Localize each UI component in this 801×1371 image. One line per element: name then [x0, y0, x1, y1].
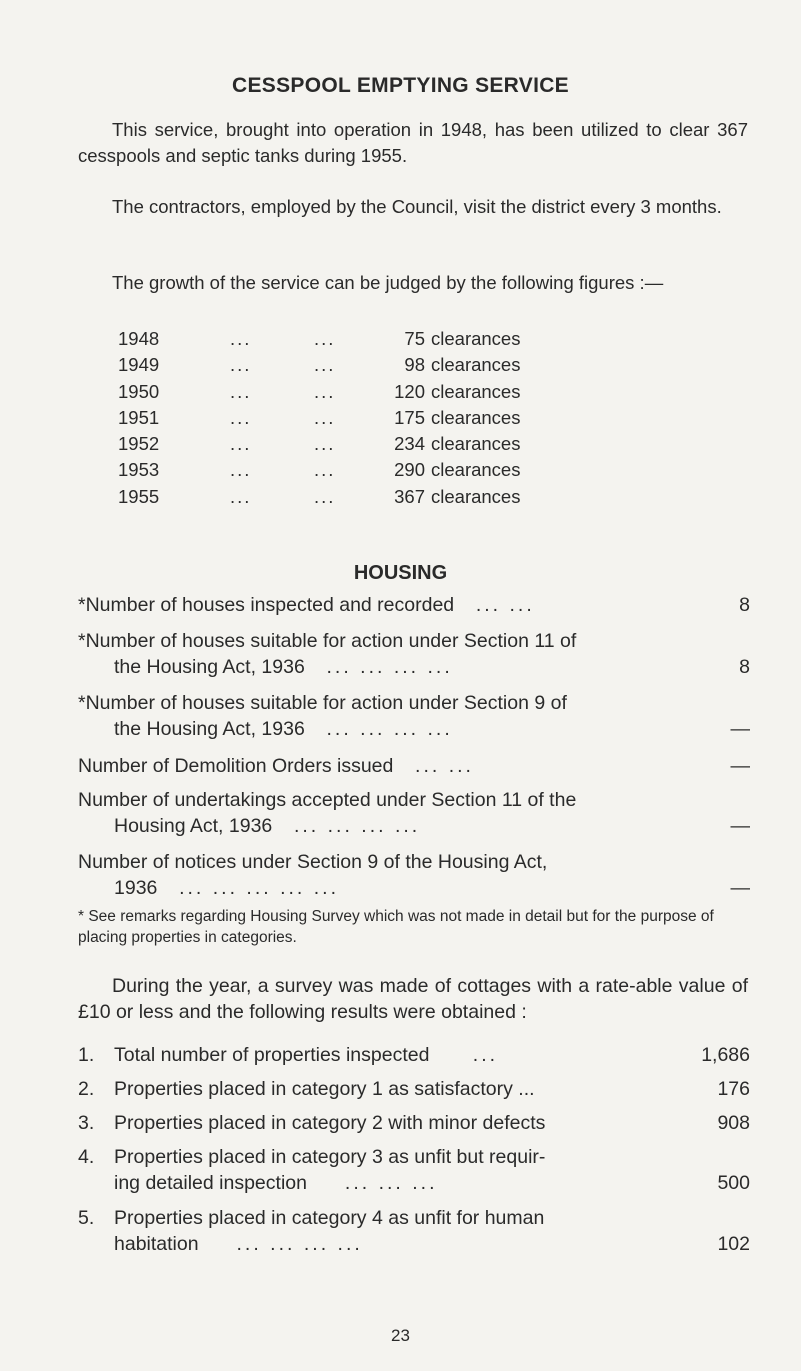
housing-footnote: * See remarks regarding Housing Survey which was not made in detail but for the purpose of placing properties in categories.: [78, 908, 714, 946]
survey-intro: During the year, a survey was made of cottages with a rate-able value of £10 or less and the following results were obtained :: [78, 975, 748, 1023]
growth-row: 1950 ... ... 120 clearances: [118, 380, 521, 402]
survey-item: 2. Properties placed in category 1 as satisfactory ... 176: [78, 1078, 750, 1100]
survey-item: 5. Properties placed in category 4 as unfit for human habitation ... ... ... ... 102: [78, 1207, 750, 1255]
housing-row: *Number of houses suitable for action under Section 11 of the Housing Act, 1936 ... ... ... ... 8: [78, 630, 750, 678]
growth-row: 1949 ... ... 98 clearances: [118, 354, 521, 376]
page-title: CESSPOOL EMPTYING SERVICE: [232, 74, 569, 97]
survey-item: 1. Total number of properties inspected ... 1,686: [78, 1044, 750, 1066]
housing-row: Number of undertakings accepted under Section 11 of the Housing Act, 1936 ... ... ... ... —: [78, 789, 750, 837]
growth-table: [118, 328, 678, 512]
intro-paragraph-1: This service, brought into operation in 1948, has been utilized to clear 367 cesspools and septic tanks during 1955.: [78, 119, 748, 166]
housing-row: *Number of houses inspected and recorded ... ... 8: [78, 594, 750, 616]
housing-row: Number of Demolition Orders issued ... ... —: [78, 755, 750, 777]
housing-row: Number of notices under Section 9 of the Housing Act, 1936 ... ... ... ... ... —: [78, 851, 750, 899]
growth-row: 1952 ... ... 234 clearances: [118, 433, 521, 455]
housing-heading: HOUSING: [353, 562, 448, 584]
growth-row: 1953 ... ... 290 clearances: [118, 459, 521, 481]
intro-paragraph-2: The contractors, employed by the Council, visit the district every 3 months.: [112, 196, 722, 217]
growth-row: 1955 ... ... 367 clearances: [118, 485, 521, 507]
survey-item: 4. Properties placed in category 3 as unfit but requir- ing detailed inspection ... ... ... 500: [78, 1146, 750, 1194]
housing-row: *Number of houses suitable for action under Section 9 of the Housing Act, 1936 ... ... ... ... —: [78, 692, 750, 740]
growth-row: 1948 ... ... 75 clearances: [118, 328, 521, 349]
survey-item: 3. Properties placed in category 2 with minor defects 908: [78, 1112, 750, 1134]
growth-row: 1951 ... ... 175 clearances: [118, 406, 521, 428]
page-number: 23: [391, 1326, 410, 1345]
intro-paragraph-3: The growth of the service can be judged by the following figures :—: [112, 272, 664, 293]
